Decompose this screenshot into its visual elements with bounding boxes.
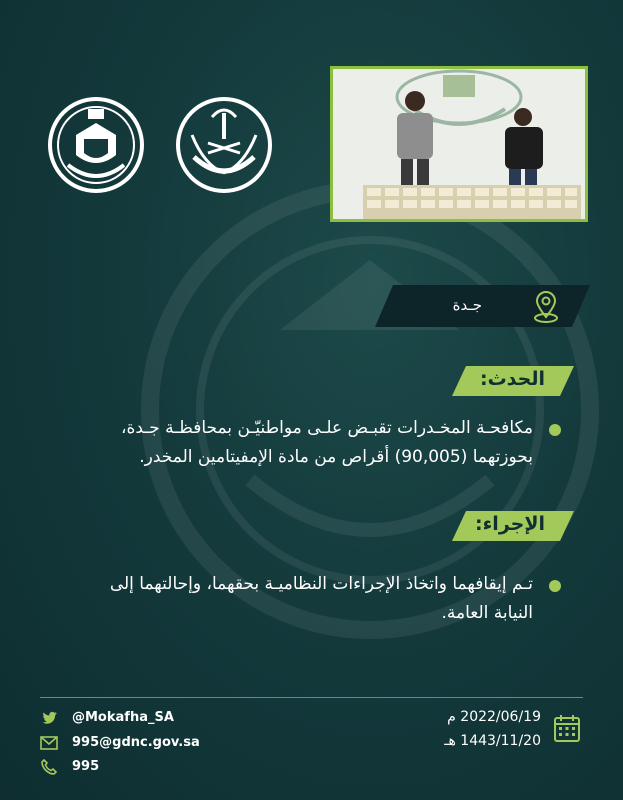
arrest-photo [330, 66, 588, 222]
twitter-handle[interactable]: @Mokafha_SA [72, 710, 174, 725]
ministry-interior-logo [174, 95, 274, 195]
event-bullet [549, 424, 561, 436]
hijri-date: 1443/11/20 هـ [444, 733, 541, 749]
location-pin-icon [532, 291, 560, 323]
action-text [13, 570, 533, 628]
gregorian-date: 2022/06/19 م [447, 709, 541, 725]
action-text-line1: تـم إيقافهما واتخاذ الإجراءات النظاميـة بحقهما، وإحالتهما إلى [109, 574, 533, 594]
location-city: جـدة [452, 296, 482, 314]
action-bullet [549, 580, 561, 592]
event-text [13, 414, 533, 472]
narcotics-control-logo [46, 95, 146, 195]
email-icon [40, 735, 58, 751]
event-text-line2: بحوزتهما (90,005) أقراص من مادة الإمفيتامين المخدر. [139, 447, 533, 467]
action-text-line2: النيابة العامة. [441, 603, 533, 623]
event-heading: الحدث: [479, 368, 545, 390]
twitter-icon [40, 710, 58, 726]
action-heading: الإجراء: [475, 513, 545, 535]
calendar-icon [553, 713, 581, 743]
phone-icon [40, 759, 58, 775]
event-text-line1: مكافحـة المخـدرات تقبـض علـى مواطنيّـن بمحافظـة جـدة، [120, 418, 533, 438]
phone-number[interactable]: 995 [72, 759, 100, 774]
footer-divider [40, 697, 583, 698]
email-address[interactable]: 995@gdnc.gov.sa [72, 735, 200, 750]
location-pill [375, 285, 590, 327]
